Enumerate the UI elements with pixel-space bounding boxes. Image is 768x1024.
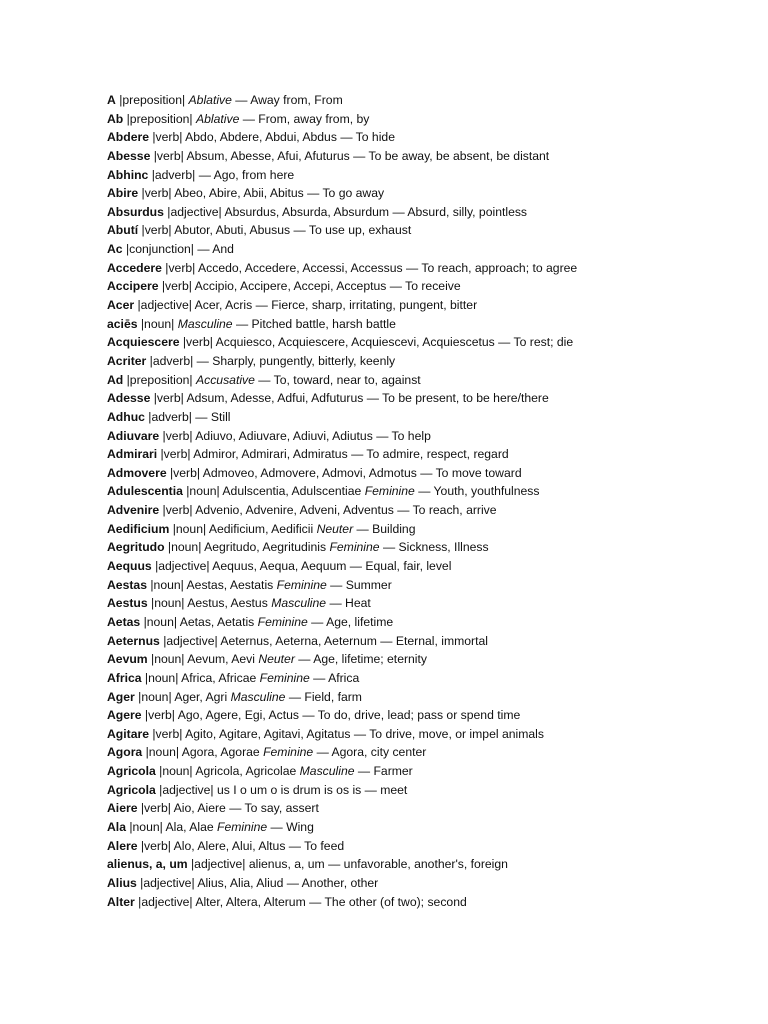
vocabulary-entry xyxy=(107,389,747,408)
definition: — meet xyxy=(361,782,408,797)
definition: — Eternal, immortal xyxy=(376,633,488,648)
vocabulary-entry xyxy=(107,240,747,259)
grammatical-case-or-gender: Masculine xyxy=(271,596,327,611)
vocabulary-entry xyxy=(107,91,747,110)
vocabulary-entry xyxy=(107,743,747,762)
part-of-speech: |verb| xyxy=(141,708,178,723)
definition: — Farmer xyxy=(354,764,413,779)
vocabulary-entry xyxy=(107,296,747,315)
principal-parts: Alius, Alia, Aliud xyxy=(197,875,284,890)
definition: — To, toward, near to, against xyxy=(254,372,421,387)
part-of-speech: |noun| xyxy=(169,521,209,536)
definition: — Age, lifetime; eternity xyxy=(294,652,427,667)
definition: — Heat xyxy=(326,596,371,611)
part-of-speech: |adjective| xyxy=(134,298,195,313)
principal-parts: Admoveo, Admovere, Admovi, Admotus xyxy=(202,465,417,480)
grammatical-case-or-gender: Accusative xyxy=(195,372,255,387)
part-of-speech: |adjective| xyxy=(159,633,221,648)
definition: — To go away xyxy=(303,186,385,201)
headword: Aegritudo xyxy=(107,540,165,555)
definition: — Building xyxy=(353,521,416,536)
principal-parts: Acer, Acris xyxy=(194,298,253,313)
principal-parts: us I o um o is drum is os is xyxy=(216,782,362,797)
vocabulary-entry xyxy=(107,184,747,203)
vocabulary-entry xyxy=(107,874,747,893)
part-of-speech: |verb| xyxy=(150,148,187,163)
definition: — Fierce, sharp, irritating, pungent, bitter xyxy=(252,298,478,313)
principal-parts: Adulscentia, Adulscentiae xyxy=(222,484,365,499)
part-of-speech: |adverb| xyxy=(146,353,197,368)
grammatical-case-or-gender: Feminine xyxy=(276,577,327,592)
vocabulary-entry xyxy=(107,221,747,240)
definition: — Age, lifetime xyxy=(307,614,394,629)
vocabulary-entry xyxy=(107,482,747,501)
part-of-speech: |noun| xyxy=(134,689,175,704)
part-of-speech: |noun| xyxy=(137,316,178,331)
definition: — Still xyxy=(195,409,231,424)
part-of-speech: |verb| xyxy=(159,503,196,518)
principal-parts: Alo, Alere, Alui, Altus xyxy=(173,838,286,853)
grammatical-case-or-gender: Masculine xyxy=(299,764,355,779)
definition: — Pitched battle, harsh battle xyxy=(232,316,396,331)
grammatical-case-or-gender: Feminine xyxy=(259,670,310,685)
principal-parts: Agito, Agitare, Agitavi, Agitatus xyxy=(185,726,351,741)
definition: — To reach, approach; to agree xyxy=(402,260,578,275)
definition: — Field, farm xyxy=(285,689,362,704)
headword: Alius xyxy=(107,875,137,890)
vocabulary-entry xyxy=(107,632,747,651)
headword: Aiere xyxy=(107,801,138,816)
principal-parts: Ager, Agri xyxy=(174,689,231,704)
definition: — The other (of two); second xyxy=(305,894,467,909)
part-of-speech: |noun| xyxy=(147,596,188,611)
vocabulary-entry xyxy=(107,688,747,707)
principal-parts: Accipio, Accipere, Accepi, Acceptus xyxy=(194,279,387,294)
headword: Alter xyxy=(107,894,135,909)
part-of-speech: |preposition| xyxy=(123,372,196,387)
part-of-speech: |noun| xyxy=(140,614,180,629)
grammatical-case-or-gender: Masculine xyxy=(230,689,286,704)
part-of-speech: |verb| xyxy=(137,801,174,816)
headword: Adulescentia xyxy=(107,484,183,499)
vocabulary-list xyxy=(107,91,747,911)
principal-parts: Aestas, Aestatis xyxy=(186,577,277,592)
principal-parts: Advenio, Advenire, Adveni, Adventus xyxy=(195,503,394,518)
definition: — Sickness, Illness xyxy=(379,540,489,555)
vocabulary-entry xyxy=(107,445,747,464)
vocabulary-entry xyxy=(107,520,747,539)
part-of-speech: |adjective| xyxy=(187,857,249,872)
grammatical-case-or-gender: Neuter xyxy=(258,652,295,667)
grammatical-case-or-gender: Feminine xyxy=(257,614,308,629)
definition: — Agora, city center xyxy=(313,745,427,760)
principal-parts: Aedificium, Aedificii xyxy=(208,521,317,536)
vocabulary-entry xyxy=(107,706,747,725)
headword: Adiuvare xyxy=(107,428,160,443)
definition: — Absurd, silly, pointless xyxy=(389,204,528,219)
part-of-speech: |verb| xyxy=(149,130,186,145)
part-of-speech: |noun| xyxy=(155,764,196,779)
definition: — To say, assert xyxy=(225,801,319,816)
principal-parts: Agora, Agorae xyxy=(181,745,264,760)
headword: Admirari xyxy=(107,447,158,462)
definition: — Away from, From xyxy=(231,93,343,107)
definition: — Sharply, pungently, bitterly, keenly xyxy=(196,353,396,368)
part-of-speech: |adjective| xyxy=(155,782,217,797)
principal-parts: Abeo, Abire, Abii, Abitus xyxy=(174,186,304,201)
part-of-speech: |verb| xyxy=(150,391,187,406)
definition: — Youth, youthfulness xyxy=(414,484,540,499)
vocabulary-entry xyxy=(107,650,747,669)
vocabulary-entry xyxy=(107,762,747,781)
vocabulary-entry xyxy=(107,818,747,837)
grammatical-case-or-gender: Feminine xyxy=(329,540,380,555)
principal-parts: Aeternus, Aeterna, Aeternum xyxy=(220,633,377,648)
vocabulary-entry xyxy=(107,557,747,576)
definition: — To receive xyxy=(386,279,461,294)
part-of-speech: |noun| xyxy=(164,540,205,555)
principal-parts: Aestus, Aestus xyxy=(187,596,272,611)
headword: alienus, a, um xyxy=(107,857,188,872)
headword: Agitare xyxy=(107,726,149,741)
vocabulary-entry xyxy=(107,594,747,613)
headword: Adhuc xyxy=(107,409,145,424)
principal-parts: Admiror, Admirari, Admiratus xyxy=(193,447,348,462)
definition: — To be present, to be here/there xyxy=(363,391,549,406)
headword: Admovere xyxy=(107,465,167,480)
vocabulary-entry xyxy=(107,371,747,390)
definition: — To help xyxy=(372,428,431,443)
part-of-speech: |verb| xyxy=(179,335,216,350)
vocabulary-entry xyxy=(107,166,747,185)
headword: Abhinc xyxy=(107,167,149,182)
part-of-speech: |adjective| xyxy=(151,559,213,574)
part-of-speech: |noun| xyxy=(142,745,182,760)
definition: — unfavorable, another's, foreign xyxy=(324,857,508,872)
definition: — To use up, exhaust xyxy=(290,223,412,238)
headword: Agere xyxy=(107,708,142,723)
vocabulary-entry xyxy=(107,855,747,874)
headword: Acer xyxy=(107,298,135,313)
vocabulary-entry xyxy=(107,352,747,371)
part-of-speech: |verb| xyxy=(149,726,186,741)
part-of-speech: |verb| xyxy=(158,279,195,294)
part-of-speech: |noun| xyxy=(147,652,188,667)
part-of-speech: |noun| xyxy=(182,484,223,499)
part-of-speech: |verb| xyxy=(166,465,203,480)
headword: A xyxy=(107,93,116,107)
headword: Ager xyxy=(107,689,135,704)
part-of-speech: |verb| xyxy=(137,838,174,853)
part-of-speech: |noun| xyxy=(146,577,187,592)
vocabulary-entry xyxy=(107,538,747,557)
principal-parts: Abutor, Abuti, Abusus xyxy=(174,223,291,238)
part-of-speech: |adverb| xyxy=(144,409,196,424)
part-of-speech: |conjunction| xyxy=(122,242,198,257)
principal-parts: Aio, Aiere xyxy=(173,801,226,816)
definition: — To hide xyxy=(336,130,395,145)
headword: Adesse xyxy=(107,391,151,406)
vocabulary-entry xyxy=(107,613,747,632)
grammatical-case-or-gender: Feminine xyxy=(263,745,314,760)
grammatical-case-or-gender: Neuter xyxy=(316,521,354,536)
vocabulary-entry xyxy=(107,837,747,856)
headword: Aestus xyxy=(107,596,148,611)
vocabulary-entry xyxy=(107,408,747,427)
part-of-speech: |verb| xyxy=(157,447,194,462)
principal-parts: Aevum, Aevi xyxy=(187,652,259,667)
vocabulary-entry xyxy=(107,576,747,595)
vocabulary-entry xyxy=(107,277,747,296)
headword: Ad xyxy=(107,372,124,387)
definition: — To feed xyxy=(285,838,345,853)
principal-parts: Absum, Abesse, Afui, Afuturus xyxy=(186,148,350,163)
principal-parts: Abdo, Abdere, Abdui, Abdus xyxy=(185,130,337,145)
vocabulary-entry xyxy=(107,147,747,166)
headword: Acquiescere xyxy=(107,335,180,350)
definition: — To do, drive, lead; pass or spend time xyxy=(298,708,521,723)
definition: — Equal, fair, level xyxy=(346,559,452,574)
part-of-speech: |verb| xyxy=(161,260,199,275)
headword: Agora xyxy=(107,745,143,760)
headword: Abdere xyxy=(107,130,149,145)
definition: — To move toward xyxy=(416,465,522,480)
part-of-speech: |verb| xyxy=(138,223,175,238)
headword: Ab xyxy=(107,111,124,126)
headword: Aestas xyxy=(107,577,147,592)
headword: Alere xyxy=(107,838,138,853)
part-of-speech: |noun| xyxy=(141,670,182,685)
headword: Advenire xyxy=(107,503,160,518)
part-of-speech: |verb| xyxy=(138,186,175,201)
definition: — To admire, respect, regard xyxy=(347,447,509,462)
headword: Abire xyxy=(107,186,139,201)
principal-parts: Ala, Alae xyxy=(165,819,218,834)
definition: — To be away, be absent, be distant xyxy=(349,148,550,163)
vocabulary-entry xyxy=(107,464,747,483)
definition: — From, away from, by xyxy=(239,111,370,126)
definition: — To reach, arrive xyxy=(393,503,497,518)
grammatical-case-or-gender: Ablative xyxy=(195,111,240,126)
part-of-speech: |preposition| xyxy=(123,111,196,126)
headword: Aequus xyxy=(107,559,152,574)
part-of-speech: |adjective| xyxy=(163,204,225,219)
principal-parts: Africa, Africae xyxy=(181,670,260,685)
definition: — Wing xyxy=(267,819,314,834)
vocabulary-entry xyxy=(107,333,747,352)
principal-parts: Acquiesco, Acquiescere, Acquiescevi, Acquiescetus xyxy=(215,335,495,350)
grammatical-case-or-gender: Feminine xyxy=(217,819,268,834)
vocabulary-entry xyxy=(107,799,747,818)
vocabulary-entry xyxy=(107,893,747,912)
definition: — Africa xyxy=(309,670,360,685)
vocabulary-entry xyxy=(107,128,747,147)
part-of-speech: |adjective| xyxy=(134,894,196,909)
vocabulary-entry xyxy=(107,259,747,278)
vocabulary-entry xyxy=(107,427,747,446)
vocabulary-entry xyxy=(107,501,747,520)
headword: Aeternus xyxy=(107,633,160,648)
part-of-speech: |adjective| xyxy=(136,875,198,890)
vocabulary-entry xyxy=(107,781,747,800)
definition: — To drive, move, or impel animals xyxy=(350,726,544,741)
grammatical-case-or-gender: Masculine xyxy=(177,316,233,331)
principal-parts: Absurdus, Absurda, Absurdum xyxy=(224,204,390,219)
headword: Accipere xyxy=(107,279,159,294)
headword: Agricola xyxy=(107,782,156,797)
definition: — To rest; die xyxy=(494,335,574,350)
principal-parts: Aegritudo, Aegritudinis xyxy=(204,540,330,555)
principal-parts: Agricola, Agricolae xyxy=(195,764,300,779)
part-of-speech: |verb| xyxy=(159,428,196,443)
headword: Aevum xyxy=(107,652,148,667)
principal-parts: Adsum, Adesse, Adfui, Adfuturus xyxy=(186,391,364,406)
principal-parts: Adiuvo, Adiuvare, Adiuvi, Adiutus xyxy=(195,428,373,443)
headword: Acriter xyxy=(107,353,147,368)
headword: aciēs xyxy=(107,316,138,331)
definition: — Summer xyxy=(326,577,392,592)
vocabulary-entry xyxy=(107,725,747,744)
headword: Agricola xyxy=(107,764,156,779)
headword: Africa xyxy=(107,670,142,685)
principal-parts: alienus, a, um xyxy=(248,857,325,872)
part-of-speech: |preposition| xyxy=(115,93,189,107)
vocabulary-entry xyxy=(107,203,747,222)
vocabulary-entry xyxy=(107,669,747,688)
vocabulary-entry xyxy=(107,315,747,334)
part-of-speech: |noun| xyxy=(125,819,166,834)
principal-parts: Aequus, Aequa, Aequum xyxy=(212,559,347,574)
definition: — Another, other xyxy=(283,875,379,890)
definition: — And xyxy=(197,242,234,257)
part-of-speech: |adverb| xyxy=(148,167,199,182)
grammatical-case-or-gender: Feminine xyxy=(364,484,415,499)
headword: Aedificium xyxy=(107,521,170,536)
principal-parts: Ago, Agere, Egi, Actus xyxy=(177,708,299,723)
headword: Abutí xyxy=(107,223,139,238)
grammatical-case-or-gender: Ablative xyxy=(188,93,232,107)
principal-parts: Alter, Altera, Alterum xyxy=(195,894,306,909)
headword: Ac xyxy=(107,242,123,257)
vocabulary-entry xyxy=(107,110,747,129)
definition: — Ago, from here xyxy=(198,167,295,182)
principal-parts: Aetas, Aetatis xyxy=(179,614,258,629)
principal-parts: Accedo, Accedere, Accessi, Accessus xyxy=(198,260,403,275)
headword: Aetas xyxy=(107,614,141,629)
headword: Absurdus xyxy=(107,204,164,219)
headword: Accedere xyxy=(107,260,162,275)
headword: Ala xyxy=(107,819,126,834)
headword: Abesse xyxy=(107,148,151,163)
